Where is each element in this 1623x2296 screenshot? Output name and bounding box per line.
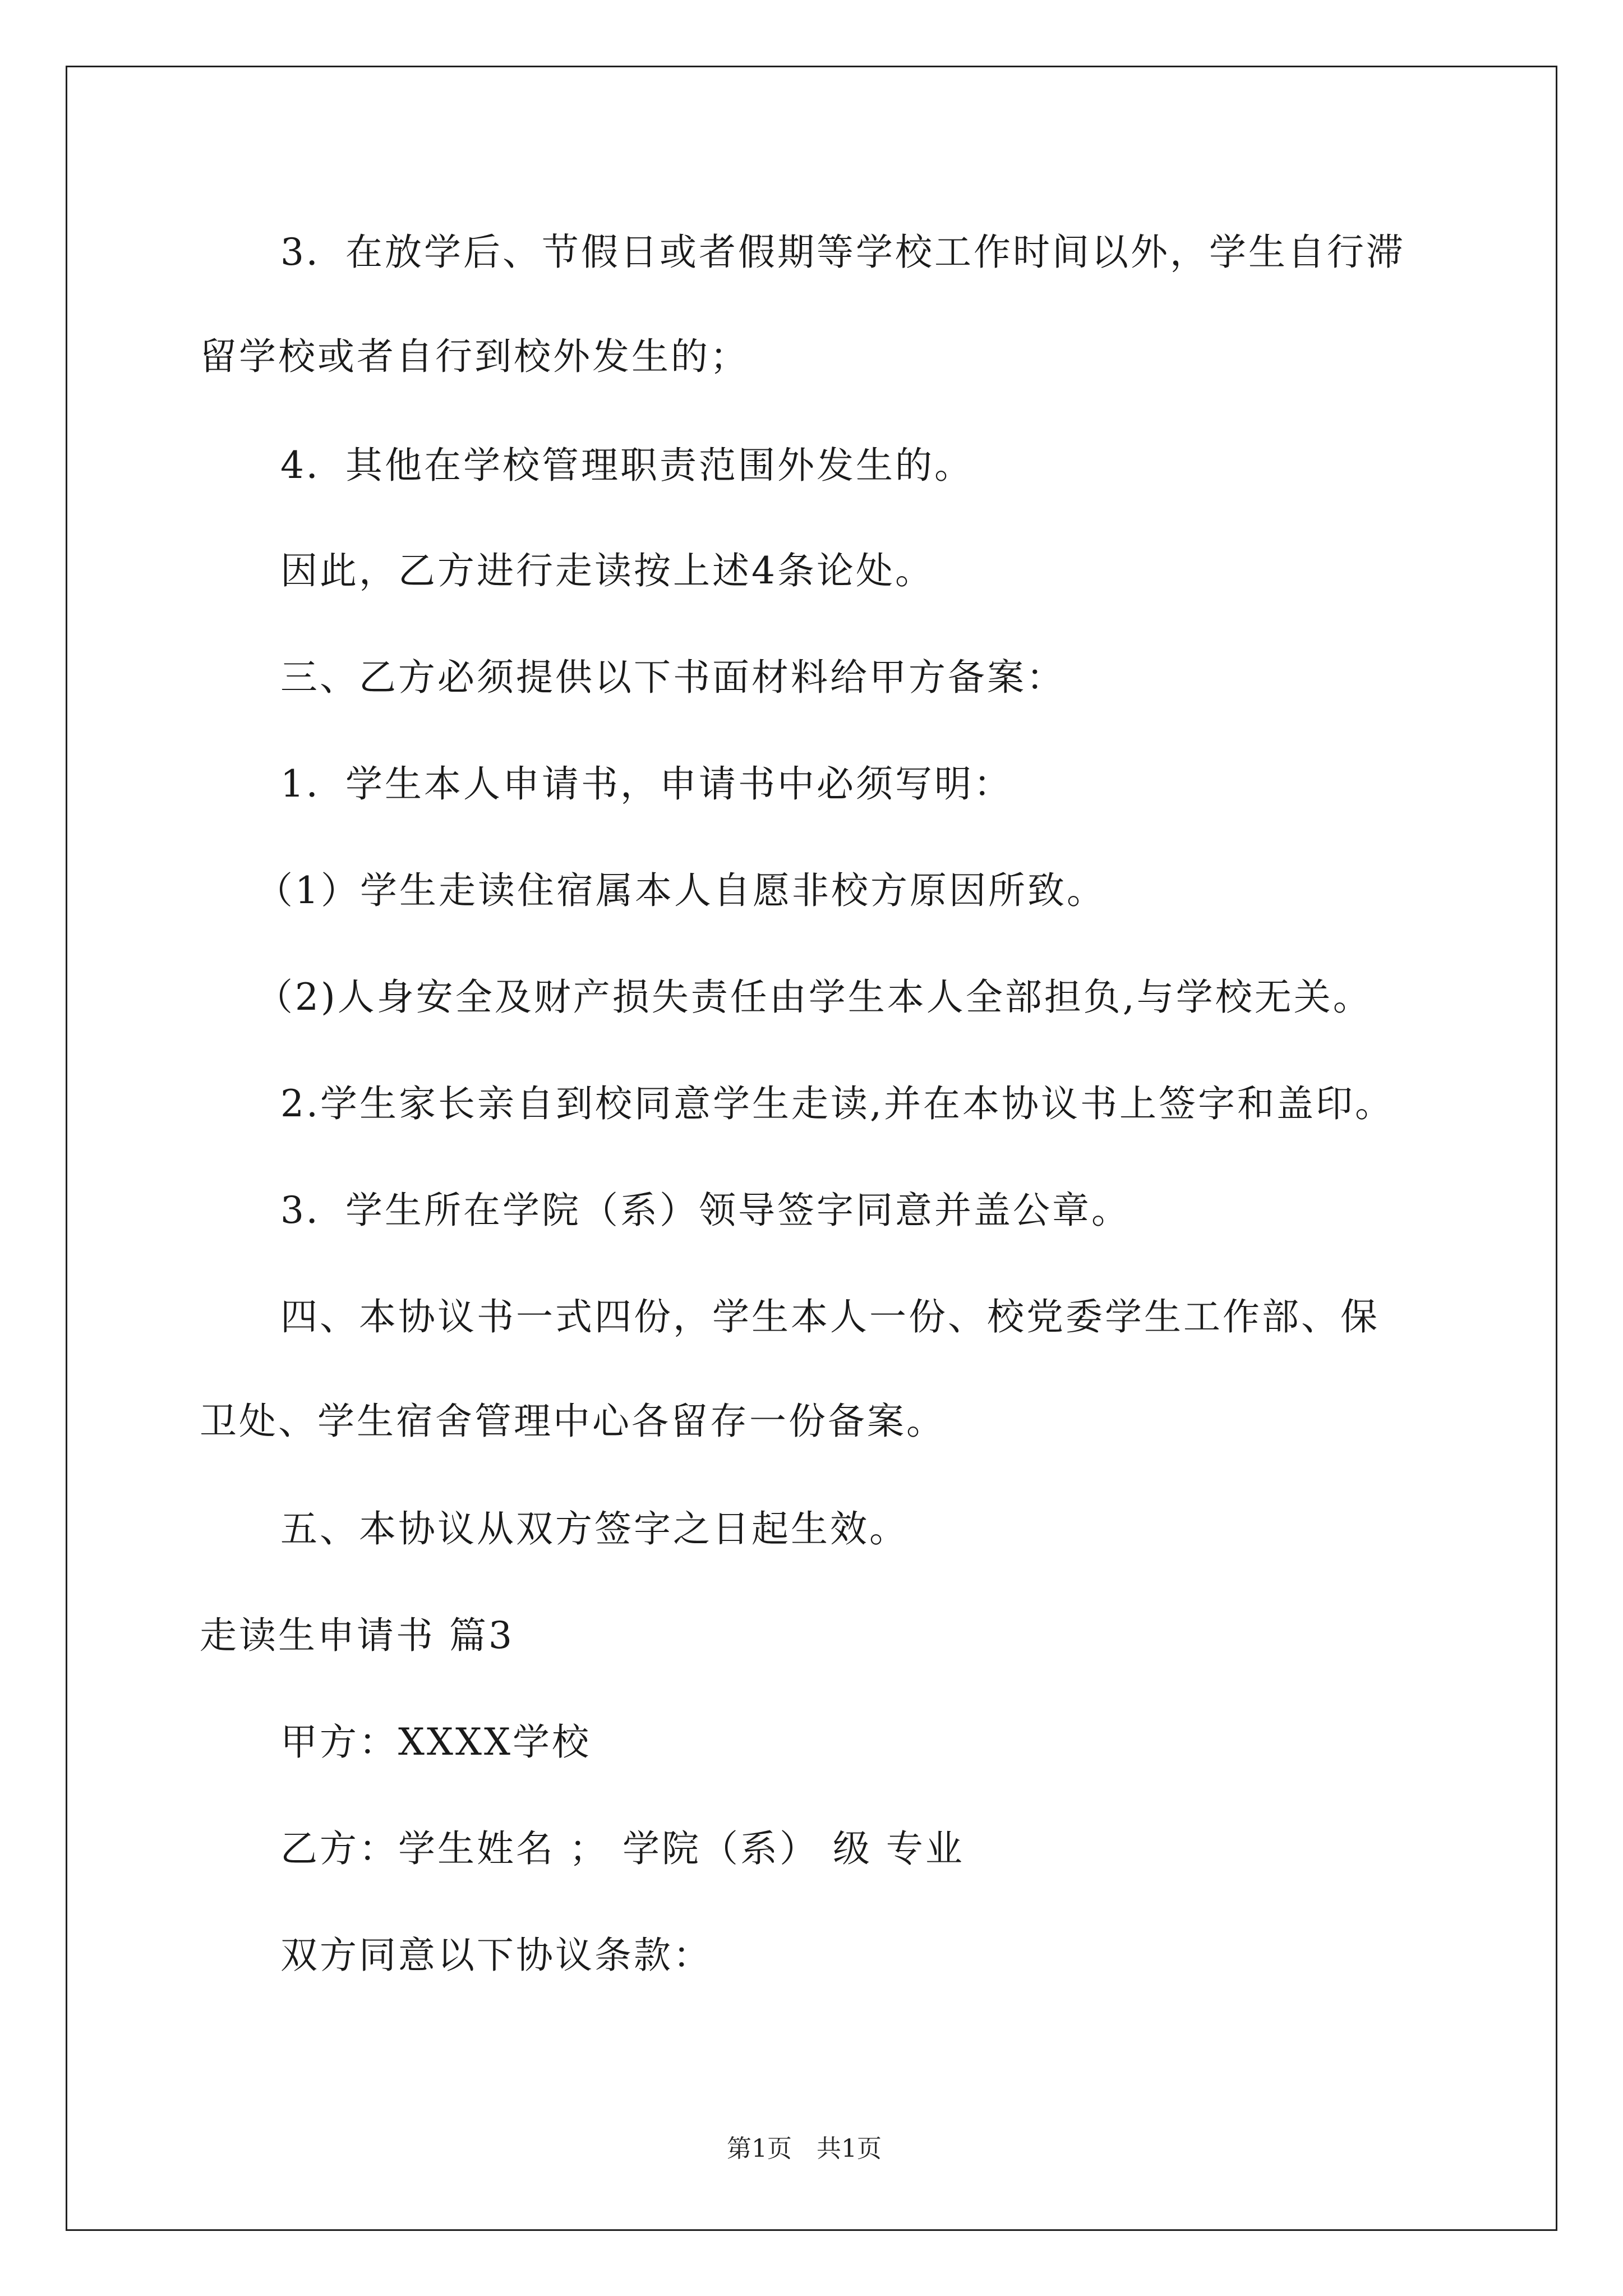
paragraph-subitem-2: （2)人身安全及财产损失责任由学生本人全部担负,与学校无关。 [256,976,1372,1019]
agreement-intro: 双方同意以下协议条款： [280,1934,712,1977]
section-3-heading: 三、乙方必须提供以下书面材料给甲方备案： [280,656,1066,699]
section-5: 五、本协议从双方签字之日起生效。 [280,1507,909,1550]
paragraph-item-4: 4．其他在学校管理职责范围外发生的。 [280,444,974,487]
party-b: 乙方：学生姓名 ； 学院（系） 级 专业 [280,1827,965,1870]
paragraph-item-2: 2.学生家长亲自到校同意学生走读,并在本协议书上签字和盖印。 [280,1082,1394,1125]
paragraph-subitem-1: （1）学生走读住宿属本人自愿非校方原因所致。 [256,869,1106,912]
paragraph-item-3-line-1: 3．在放学后、节假日或者假期等学校工作时间以外，学生自行滞 [280,231,1405,274]
section-4-line-2: 卫处、学生宿舍管理中心各留存一份备案。 [200,1400,946,1443]
page-border [66,66,1557,2231]
page-footer: 第1页 共1页 [727,2134,882,2163]
paragraph-conclusion: 因此，乙方进行走读按上述4条论处。 [280,549,934,592]
section-4-line-1: 四、本协议书一式四份，学生本人一份、校党委学生工作部、保 [280,1295,1380,1338]
party-a: 甲方：XXXX学校 [280,1720,591,1764]
paragraph-item-3b: 3．学生所在学院（系）领导签字同意并盖公章。 [280,1189,1131,1232]
paragraph-item-3-line-2: 留学校或者自行到校外发生的； [200,335,749,378]
section-title-part-3: 走读生申请书 篇3 [200,1614,514,1657]
paragraph-item-1: 1．学生本人申请书，申请书中必须写明： [280,762,1013,806]
